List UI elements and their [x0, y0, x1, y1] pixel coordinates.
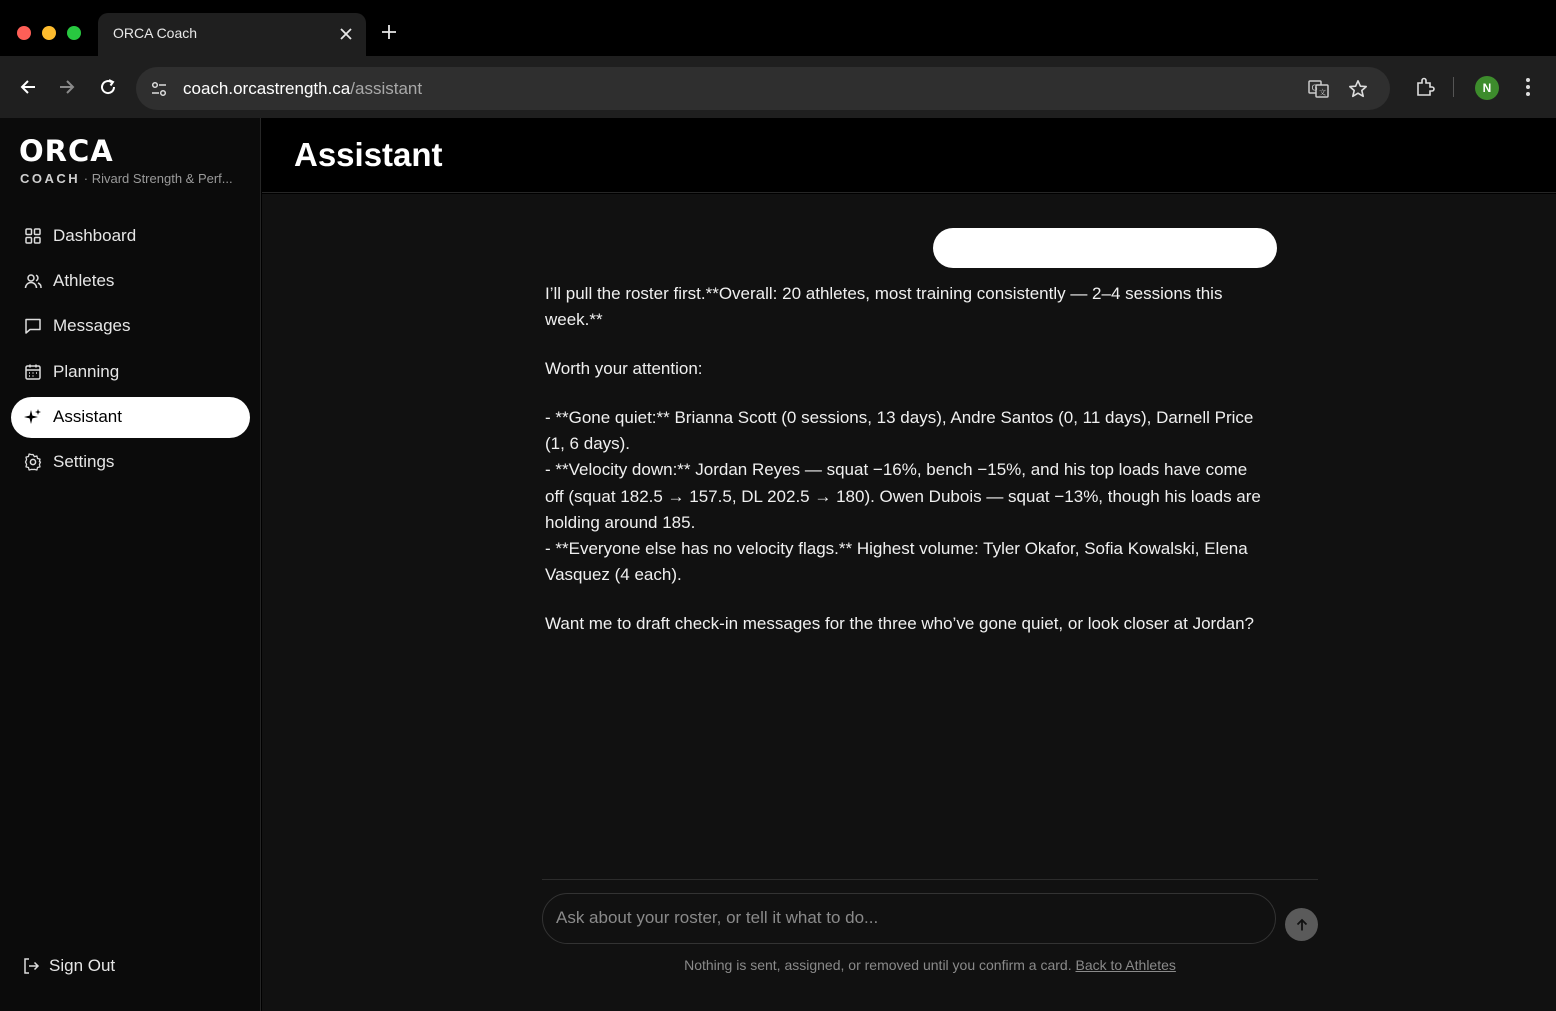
sidebar-nav	[11, 215, 250, 487]
sidebar-item-label: Messages	[53, 316, 131, 336]
svg-text:ORCA: ORCA	[19, 136, 114, 166]
gear-icon	[23, 452, 43, 472]
sidebar-item-label: Planning	[53, 361, 120, 381]
sidebar	[0, 118, 261, 1011]
list-item: - **Velocity down:** Jordan Reyes — squat −16%, bench −15%, and his top loads have come off (squat 182.5 → 157.5, DL 202.5 → 180). Owen Dubois — squat −13%, though his loads are holding around 185.	[545, 460, 1261, 532]
sparkle-icon	[23, 407, 43, 427]
sidebar-item-label: Settings	[53, 452, 115, 472]
brand-subtitle: COACH · Rivard Strength & Perf...	[20, 171, 233, 186]
assistant-message	[545, 281, 1265, 660]
logout-icon	[21, 956, 41, 976]
browser-tab-bar	[0, 0, 1556, 62]
site-info-icon[interactable]	[146, 76, 172, 102]
sidebar-item-settings[interactable]	[11, 442, 250, 483]
arrow-up-icon	[1295, 918, 1309, 932]
calendar-icon	[23, 362, 43, 382]
minimize-window-button[interactable]	[42, 26, 56, 40]
svg-text:G: G	[1311, 83, 1318, 93]
grid-icon	[23, 226, 43, 246]
kebab-menu-icon[interactable]	[1515, 74, 1541, 100]
reload-icon[interactable]	[95, 74, 121, 100]
sign-out-button[interactable]	[21, 956, 115, 976]
sidebar-item-messages[interactable]	[11, 306, 250, 347]
back-arrow-icon[interactable]	[15, 74, 41, 100]
svg-text:文: 文	[1319, 88, 1326, 97]
address-bar[interactable]	[136, 67, 1390, 110]
users-icon	[23, 271, 43, 291]
tab-close-icon[interactable]	[334, 22, 358, 46]
assistant-intro: I’ll pull the roster first.**Overall: 20 athletes, most training consistently — 2–4 sessions this week.**	[545, 284, 1223, 330]
forward-arrow-icon[interactable]	[54, 74, 80, 100]
close-window-button[interactable]	[17, 26, 31, 40]
chat-icon	[23, 316, 43, 336]
back-to-athletes-link[interactable]: Back to Athletes	[1075, 957, 1176, 973]
bookmark-star-icon[interactable]	[1345, 76, 1371, 102]
profile-avatar[interactable]: N	[1475, 76, 1499, 100]
composer-divider	[542, 879, 1318, 880]
extensions-icon[interactable]	[1412, 74, 1438, 100]
sidebar-item-label: Assistant	[53, 407, 122, 427]
chat-input[interactable]	[556, 908, 1256, 928]
assistant-bullet-list	[545, 405, 1265, 589]
composer-disclaimer: Nothing is sent, assigned, or removed until you confirm a card. Back to Athletes	[684, 957, 1176, 973]
orca-logo[interactable]	[19, 136, 145, 166]
list-item: - **Everyone else has no velocity flags.** Highest volume: Tyler Okafor, Sofia Kowalski, Elena Vasquez (4 each).	[545, 539, 1248, 585]
composer	[542, 893, 1276, 944]
assistant-closing: Want me to draft check-in messages for the three who’ve gone quiet, or look closer at Jordan?	[545, 614, 1255, 634]
send-button[interactable]	[1285, 908, 1318, 941]
sidebar-item-planning[interactable]	[11, 351, 250, 392]
tab-title: ORCA Coach	[113, 25, 198, 41]
user-message-bubble	[933, 228, 1277, 268]
chat-area	[262, 194, 1556, 1011]
translate-icon[interactable]	[1306, 76, 1332, 102]
sidebar-item-label: Dashboard	[53, 225, 137, 245]
new-tab-icon[interactable]	[377, 20, 401, 44]
sign-out-label: Sign Out	[49, 956, 116, 975]
url-text: coach.orcastrength.ca/assistant	[183, 79, 423, 98]
assistant-attention: Worth your attention:	[545, 358, 703, 378]
page-title: Assistant	[294, 136, 443, 173]
sidebar-item-athletes[interactable]	[11, 260, 250, 301]
sidebar-item-assistant[interactable]	[11, 397, 250, 438]
maximize-window-button[interactable]	[67, 26, 81, 40]
toolbar-divider	[1453, 77, 1454, 97]
sidebar-item-dashboard[interactable]	[11, 215, 250, 256]
page-header	[262, 118, 1556, 193]
sidebar-item-label: Athletes	[53, 270, 115, 290]
browser-tab[interactable]	[98, 13, 366, 56]
list-item: - **Gone quiet:** Brianna Scott (0 sessions, 13 days), Andre Santos (0, 11 days), Darnell Price (1, 6 days).	[545, 407, 1254, 453]
browser-toolbar	[0, 56, 1556, 118]
